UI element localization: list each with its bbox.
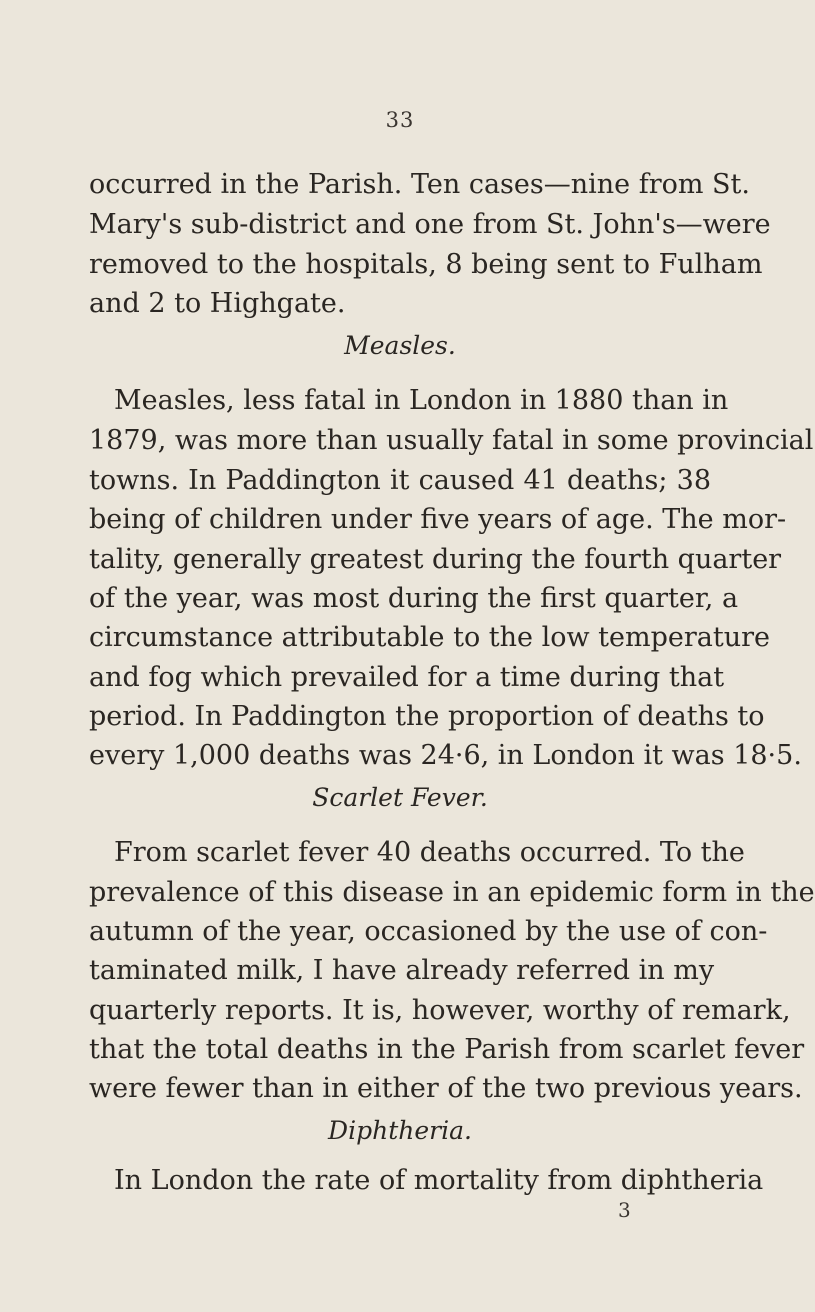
- text-line: being of children under five years of age. The mor-: [89, 504, 787, 535]
- text-line: 1879, was more than usually fatal in some provincial: [89, 425, 814, 456]
- signature-mark: 3: [618, 1198, 631, 1222]
- text-line: towns. In Paddington it caused 41 deaths; 38: [89, 465, 711, 496]
- text-line: and fog which prevailed for a time during that: [89, 662, 725, 693]
- text-line: removed to the hospitals, 8 being sent to Fulham: [89, 249, 763, 280]
- text-line: occurred in the Parish. Ten cases—nine from St.: [89, 169, 750, 200]
- text-line: Measles, less fatal in London in 1880 than in: [114, 385, 729, 416]
- text-line: circumstance attributable to the low temperature: [89, 622, 770, 653]
- section-heading-diphtheria: Diphtheria.: [328, 1116, 472, 1145]
- text-line: of the year, was most during the first quarter, a: [89, 583, 739, 614]
- text-line: were fewer than in either of the two previous years.: [89, 1073, 803, 1104]
- text-line: tality, generally greatest during the fourth quarter: [89, 544, 782, 575]
- text-line: taminated milk, I have already referred in my: [89, 955, 715, 986]
- text-line: Mary's sub-district and one from St. John's—were: [89, 209, 771, 240]
- text-line: every 1,000 deaths was 24·6, in London it was 18·5.: [89, 740, 802, 771]
- text-line: In London the rate of mortality from diphtheria: [114, 1165, 764, 1196]
- page-number: 33: [385, 108, 415, 132]
- text-line: quarterly reports. It is, however, worthy of remark,: [89, 995, 791, 1026]
- text-line: period. In Paddington the proportion of deaths to: [89, 701, 765, 732]
- section-heading-scarlet-fever: Scarlet Fever.: [312, 783, 488, 812]
- text-line: prevalence of this disease in an epidemic form in the: [89, 877, 815, 908]
- text-line: autumn of the year, occasioned by the use of con-: [89, 916, 768, 947]
- section-heading-measles: Measles.: [344, 331, 456, 360]
- text-line: that the total deaths in the Parish from scarlet fever: [89, 1034, 805, 1065]
- text-line: From scarlet fever 40 deaths occurred. To the: [114, 837, 745, 868]
- text-line: and 2 to Highgate.: [89, 288, 346, 319]
